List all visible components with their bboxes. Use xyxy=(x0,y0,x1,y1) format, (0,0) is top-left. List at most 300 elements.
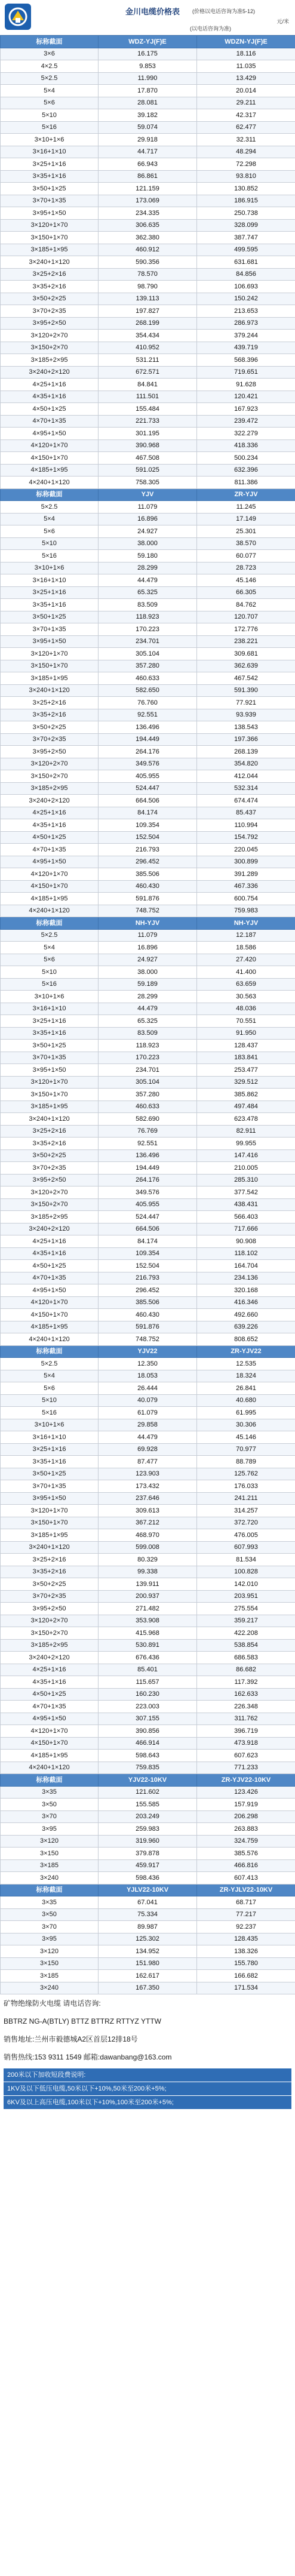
spec-cell: 4×35+1×16 xyxy=(1,1676,99,1689)
table-row xyxy=(1,1933,295,1945)
price-cell-b: 162.633 xyxy=(197,1688,295,1701)
price-cell-a: 28.299 xyxy=(99,991,197,1003)
price-cell-a: 12.350 xyxy=(99,1358,197,1370)
spec-cell: 3×25+1×16 xyxy=(1,158,99,171)
spec-cell: 3×185+2×95 xyxy=(1,782,99,795)
price-cell-a: 121.602 xyxy=(99,1786,197,1799)
spec-cell: 4×185+1×95 xyxy=(1,464,99,477)
spec-cell: 3×35+2×16 xyxy=(1,281,99,293)
price-cell-b: 717.666 xyxy=(197,1223,295,1235)
spec-cell: 3×120 xyxy=(1,1835,99,1848)
table-row xyxy=(1,1370,295,1382)
price-cell-a: 67.041 xyxy=(99,1896,197,1909)
spec-cell: 3×70+2×35 xyxy=(1,733,99,746)
table-row xyxy=(1,831,295,844)
price-cell-b: 719.651 xyxy=(197,366,295,379)
price-cell-b: 92.237 xyxy=(197,1921,295,1933)
price-cell-a: 173.069 xyxy=(99,195,197,207)
table-row xyxy=(1,1908,295,1921)
price-cell-b: 412.044 xyxy=(197,770,295,783)
spec-cell: 4×95+1×50 xyxy=(1,1713,99,1725)
table-row xyxy=(1,1040,295,1052)
table-row xyxy=(1,648,295,660)
price-cell-b: 13.429 xyxy=(197,72,295,85)
table-row xyxy=(1,966,295,979)
table-row xyxy=(1,1529,295,1542)
sales-address: 销售地址:兰州市毅德城A2区首层12排18号 xyxy=(4,2035,138,2043)
spec-cell: 3×95 xyxy=(1,1933,99,1945)
spec-cell: 3×240+1×120 xyxy=(1,256,99,269)
table-row xyxy=(1,733,295,746)
table-row xyxy=(1,379,295,391)
spec-cell: 3×95 xyxy=(1,1823,99,1836)
price-cell-a: 259.983 xyxy=(99,1823,197,1836)
spec-cell: 5×6 xyxy=(1,97,99,109)
price-cell-b: 11.245 xyxy=(197,501,295,514)
spec-cell: 3×10+1×6 xyxy=(1,1419,99,1431)
price-cell-a: 38.000 xyxy=(99,966,197,979)
page-title: 金川电缆价格表 xyxy=(125,7,180,16)
price-cell-b: 62.477 xyxy=(197,121,295,134)
price-cell-b: 86.682 xyxy=(197,1664,295,1676)
spec-cell: 5×2.5 xyxy=(1,929,99,942)
table-row xyxy=(1,782,295,795)
price-cell-a: 109.354 xyxy=(99,1247,197,1260)
spec-cell: 4×240+1×120 xyxy=(1,1762,99,1774)
price-cell-a: 167.350 xyxy=(99,1982,197,1994)
price-cell-b: 142.010 xyxy=(197,1578,295,1591)
table-row xyxy=(1,1296,295,1309)
price-cell-a: 234.701 xyxy=(99,635,197,648)
price-cell-b: 263.883 xyxy=(197,1823,295,1836)
price-cell-a: 59.074 xyxy=(99,121,197,134)
price-cell-b: 759.983 xyxy=(197,905,295,917)
price-cell-b: 250.738 xyxy=(197,207,295,220)
spec-cell: 3×35+1×16 xyxy=(1,170,99,183)
price-cell-b: 600.754 xyxy=(197,893,295,905)
price-cell-b: 130.852 xyxy=(197,183,295,195)
price-cell-a: 139.113 xyxy=(99,293,197,305)
short-length-fee-box xyxy=(4,2068,291,2110)
price-cell-b: 311.762 xyxy=(197,1713,295,1725)
table-row xyxy=(1,709,295,721)
price-cell-a: 17.870 xyxy=(99,85,197,97)
price-cell-a: 305.104 xyxy=(99,648,197,660)
price-cell-a: 301.195 xyxy=(99,428,197,440)
price-cell-b: 99.955 xyxy=(197,1138,295,1150)
table-row xyxy=(1,268,295,281)
spec-cell: 3×150+1×70 xyxy=(1,232,99,244)
table-row xyxy=(1,439,295,452)
price-cell-a: 160.230 xyxy=(99,1688,197,1701)
price-cell-a: 415.968 xyxy=(99,1627,197,1640)
price-cell-a: 18.053 xyxy=(99,1370,197,1382)
spec-cell: 3×6 xyxy=(1,48,99,60)
spec-cell: 3×240+1×120 xyxy=(1,684,99,697)
table-row xyxy=(1,574,295,587)
table-row xyxy=(1,1076,295,1089)
table-row xyxy=(1,1664,295,1676)
price-cell-a: 354.434 xyxy=(99,330,197,342)
table-row xyxy=(1,1211,295,1224)
table-row xyxy=(1,1970,295,1982)
table-row xyxy=(1,562,295,574)
table-row xyxy=(1,1101,295,1113)
price-cell-a: 38.000 xyxy=(99,537,197,550)
table-row xyxy=(1,1823,295,1836)
price-cell-a: 459.917 xyxy=(99,1859,197,1872)
price-cell-a: 598.643 xyxy=(99,1750,197,1762)
price-cell-b: 607.413 xyxy=(197,1872,295,1885)
table-row xyxy=(1,195,295,207)
price-cell-a: 28.299 xyxy=(99,562,197,574)
mineral-cable-models: BBTRZ NG-A(BTLY) BTTZ BTTRZ RTTYZ YTTW xyxy=(4,2017,161,2025)
table-row xyxy=(1,929,295,942)
spec-cell: 4×35+1×16 xyxy=(1,819,99,832)
spec-cell: 3×120+2×70 xyxy=(1,1186,99,1199)
spec-cell: 3×50+1×25 xyxy=(1,1468,99,1480)
model-b-header: NH-YJV xyxy=(197,917,295,930)
price-cell-b: 45.146 xyxy=(197,1431,295,1444)
table-row xyxy=(1,403,295,416)
price-cell-a: 92.551 xyxy=(99,709,197,721)
price-cell-b: 183.841 xyxy=(197,1052,295,1064)
price-cell-a: 29.918 xyxy=(99,134,197,146)
spec-cell: 3×35+2×16 xyxy=(1,1566,99,1578)
price-cell-a: 194.449 xyxy=(99,1162,197,1175)
price-cell-a: 460.430 xyxy=(99,880,197,893)
price-cell-a: 155.484 xyxy=(99,403,197,416)
table-row xyxy=(1,1896,295,1909)
spec-cell: 4×70+1×35 xyxy=(1,415,99,428)
price-cell-b: 771.233 xyxy=(197,1762,295,1774)
price-cell-b: 239.472 xyxy=(197,415,295,428)
price-cell-b: 467.336 xyxy=(197,880,295,893)
price-cell-b: 12.535 xyxy=(197,1358,295,1370)
spec-cell: 3×185 xyxy=(1,1859,99,1872)
spec-cell: 3×50+2×25 xyxy=(1,721,99,734)
model-b-header: ZR-YJLV22-10KV xyxy=(197,1884,295,1896)
price-cell-a: 65.325 xyxy=(99,1015,197,1028)
price-cell-a: 405.955 xyxy=(99,770,197,783)
table-row xyxy=(1,244,295,256)
price-cell-a: 11.079 xyxy=(99,501,197,514)
spec-header: 标称截面 xyxy=(1,36,99,48)
price-cell-b: 91.950 xyxy=(197,1027,295,1040)
spec-cell: 3×16+1×10 xyxy=(1,574,99,587)
table-row xyxy=(1,464,295,477)
spec-cell: 3×150+2×70 xyxy=(1,1627,99,1640)
price-cell-a: 44.717 xyxy=(99,146,197,158)
table-row xyxy=(1,770,295,783)
spec-cell: 3×35+1×16 xyxy=(1,599,99,611)
price-cell-a: 390.968 xyxy=(99,439,197,452)
price-cell-b: 329.512 xyxy=(197,1076,295,1089)
price-cell-a: 194.449 xyxy=(99,733,197,746)
table-row xyxy=(1,134,295,146)
spec-cell: 4×35+1×16 xyxy=(1,391,99,403)
spec-cell: 3×95+2×50 xyxy=(1,1174,99,1186)
table-row xyxy=(1,942,295,954)
price-cell-a: 9.853 xyxy=(99,60,197,73)
spec-cell: 5×6 xyxy=(1,525,99,538)
table-row xyxy=(1,1750,295,1762)
price-cell-a: 80.329 xyxy=(99,1554,197,1566)
price-cell-b: 206.298 xyxy=(197,1810,295,1823)
model-a-header: YJLV22-10KV xyxy=(99,1884,197,1896)
jinchuan-logo-icon xyxy=(4,2,32,31)
table-row xyxy=(1,1260,295,1272)
price-cell-a: 44.479 xyxy=(99,574,197,587)
table-row xyxy=(1,72,295,85)
table-row xyxy=(1,1394,295,1407)
spec-cell: 3×95+2×50 xyxy=(1,746,99,758)
spec-cell: 4×50+1×25 xyxy=(1,1688,99,1701)
spec-header: 标称截面 xyxy=(1,488,99,501)
price-cell-a: 84.841 xyxy=(99,379,197,391)
price-cell-a: 357.280 xyxy=(99,1089,197,1101)
table-row xyxy=(1,1627,295,1640)
table-row xyxy=(1,1113,295,1126)
spec-cell: 4×185+1×95 xyxy=(1,1321,99,1333)
price-cell-b: 17.149 xyxy=(197,513,295,525)
price-cell-b: 674.474 xyxy=(197,795,295,807)
table-row xyxy=(1,1957,295,1970)
price-cell-a: 460.912 xyxy=(99,244,197,256)
spec-cell: 3×240+2×120 xyxy=(1,366,99,379)
table-row xyxy=(1,48,295,60)
spec-cell: 3×120+1×70 xyxy=(1,648,99,660)
price-cell-a: 759.835 xyxy=(99,1762,197,1774)
table-row xyxy=(1,1762,295,1774)
price-cell-a: 748.752 xyxy=(99,905,197,917)
price-cell-b: 176.033 xyxy=(197,1480,295,1493)
table-row xyxy=(1,1468,295,1480)
table-row xyxy=(1,85,295,97)
spec-cell: 3×35+2×16 xyxy=(1,709,99,721)
model-a-header: NH-YJV xyxy=(99,917,197,930)
table-row xyxy=(1,1443,295,1456)
price-cell-a: 758.305 xyxy=(99,477,197,489)
spec-cell: 3×240 xyxy=(1,1872,99,1885)
price-cell-a: 85.401 xyxy=(99,1664,197,1676)
spec-cell: 4×25+1×16 xyxy=(1,379,99,391)
price-cell-a: 590.356 xyxy=(99,256,197,269)
price-cell-a: 296.452 xyxy=(99,856,197,868)
spec-cell: 5×10 xyxy=(1,966,99,979)
price-cell-a: 390.856 xyxy=(99,1725,197,1738)
table-row xyxy=(1,905,295,917)
table-row xyxy=(1,537,295,550)
price-cell-b: 253.477 xyxy=(197,1064,295,1077)
spec-cell: 3×240+1×120 xyxy=(1,1541,99,1554)
table-row xyxy=(1,599,295,611)
price-cell-b: 32.311 xyxy=(197,134,295,146)
table-row xyxy=(1,1810,295,1823)
price-cell-a: 115.657 xyxy=(99,1676,197,1689)
price-cell-b: 639.226 xyxy=(197,1321,295,1333)
spec-cell: 3×95+1×50 xyxy=(1,1492,99,1505)
price-cell-b: 138.543 xyxy=(197,721,295,734)
price-cell-b: 631.681 xyxy=(197,256,295,269)
price-cell-b: 324.759 xyxy=(197,1835,295,1848)
spec-cell: 3×35 xyxy=(1,1896,99,1909)
price-cell-b: 359.217 xyxy=(197,1615,295,1627)
spec-cell: 3×50+1×25 xyxy=(1,611,99,623)
spec-cell: 5×2.5 xyxy=(1,501,99,514)
table-row xyxy=(1,1799,295,1811)
spec-cell: 3×240+2×120 xyxy=(1,1223,99,1235)
page-footer xyxy=(0,1994,295,2110)
price-cell-b: 48.036 xyxy=(197,1003,295,1015)
table-row xyxy=(1,697,295,709)
price-cell-a: 357.280 xyxy=(99,660,197,672)
price-cell-a: 16.175 xyxy=(99,48,197,60)
spec-cell: 3×120+1×70 xyxy=(1,1505,99,1517)
price-cell-b: 110.994 xyxy=(197,819,295,832)
price-cell-a: 16.896 xyxy=(99,942,197,954)
model-b-header: ZR-YJV xyxy=(197,488,295,501)
price-cell-b: 42.317 xyxy=(197,109,295,122)
spec-cell: 3×16+1×10 xyxy=(1,146,99,158)
price-cell-a: 11.990 xyxy=(99,72,197,85)
price-cell-a: 26.444 xyxy=(99,1382,197,1395)
price-cell-b: 226.348 xyxy=(197,1701,295,1713)
price-cell-a: 237.646 xyxy=(99,1492,197,1505)
price-cell-b: 439.719 xyxy=(197,342,295,354)
table-row xyxy=(1,1872,295,1885)
price-cell-a: 221.733 xyxy=(99,415,197,428)
price-cell-b: 416.346 xyxy=(197,1296,295,1309)
spec-cell: 3×10+1×6 xyxy=(1,134,99,146)
spec-cell: 3×150+1×70 xyxy=(1,1517,99,1529)
spec-header: 标称截面 xyxy=(1,1774,99,1787)
table-row xyxy=(1,1186,295,1199)
price-cell-a: 309.613 xyxy=(99,1505,197,1517)
table-row xyxy=(1,1590,295,1603)
spec-cell: 5×4 xyxy=(1,1370,99,1382)
spec-cell: 3×16+1×10 xyxy=(1,1431,99,1444)
price-cell-b: 385.576 xyxy=(197,1848,295,1860)
spec-cell: 4×150+1×70 xyxy=(1,1309,99,1321)
table-row xyxy=(1,1235,295,1248)
spec-cell: 5×6 xyxy=(1,954,99,966)
price-cell-a: 118.923 xyxy=(99,611,197,623)
table-row xyxy=(1,1982,295,1994)
price-cell-a: 28.081 xyxy=(99,97,197,109)
table-row xyxy=(1,1615,295,1627)
spec-cell: 3×35+1×16 xyxy=(1,1027,99,1040)
table-row xyxy=(1,207,295,220)
spec-cell: 3×95+2×50 xyxy=(1,317,99,330)
price-note: (价格以电话咨询为准5-12) xyxy=(192,8,256,14)
price-cell-a: 223.003 xyxy=(99,1701,197,1713)
table-row xyxy=(1,1003,295,1015)
price-cell-a: 672.571 xyxy=(99,366,197,379)
price-cell-b: 155.780 xyxy=(197,1957,295,1970)
spec-cell: 4×150+1×70 xyxy=(1,452,99,465)
table-row xyxy=(1,1517,295,1529)
price-cell-a: 362.380 xyxy=(99,232,197,244)
price-cell-a: 468.970 xyxy=(99,1529,197,1542)
price-cell-b: 466.816 xyxy=(197,1859,295,1872)
section-header-row xyxy=(1,36,295,48)
spec-cell: 3×150+2×70 xyxy=(1,770,99,783)
table-row xyxy=(1,1456,295,1468)
price-cell-a: 44.479 xyxy=(99,1003,197,1015)
table-row xyxy=(1,256,295,269)
price-cell-b: 164.704 xyxy=(197,1260,295,1272)
spec-cell: 3×185+1×95 xyxy=(1,1101,99,1113)
spec-cell: 5×16 xyxy=(1,550,99,562)
price-cell-a: 76.769 xyxy=(99,1125,197,1138)
price-cell-b: 29.211 xyxy=(197,97,295,109)
price-cell-b: 84.856 xyxy=(197,268,295,281)
price-cell-a: 170.223 xyxy=(99,623,197,636)
spec-cell: 5×2.5 xyxy=(1,1358,99,1370)
spec-cell: 4×120+1×70 xyxy=(1,868,99,881)
price-cell-b: 320.168 xyxy=(197,1284,295,1297)
page-header xyxy=(0,0,295,35)
spec-cell: 4×50+1×25 xyxy=(1,1260,99,1272)
price-cell-a: 136.496 xyxy=(99,721,197,734)
price-cell-a: 664.506 xyxy=(99,795,197,807)
price-cell-b: 808.652 xyxy=(197,1333,295,1346)
price-cell-b: 566.403 xyxy=(197,1211,295,1224)
spec-cell: 5×16 xyxy=(1,121,99,134)
price-cell-b: 210.005 xyxy=(197,1162,295,1175)
price-cell-a: 75.334 xyxy=(99,1908,197,1921)
fee-note-high-voltage: 6KV及以上高压电缆,100米以下+10%,100米至200米+5%; xyxy=(4,2096,291,2110)
price-cell-b: 172.776 xyxy=(197,623,295,636)
spec-cell: 3×185+1×95 xyxy=(1,672,99,685)
price-cell-b: 18.324 xyxy=(197,1370,295,1382)
spec-cell: 3×50+2×25 xyxy=(1,1149,99,1162)
spec-cell: 4×240+1×120 xyxy=(1,905,99,917)
price-cell-b: 120.707 xyxy=(197,611,295,623)
table-row xyxy=(1,293,295,305)
price-cell-b: 128.437 xyxy=(197,1040,295,1052)
spec-cell: 3×50+1×25 xyxy=(1,183,99,195)
price-cell-b: 166.682 xyxy=(197,1970,295,1982)
price-cell-b: 77.217 xyxy=(197,1908,295,1921)
price-cell-b: 128.435 xyxy=(197,1933,295,1945)
table-row xyxy=(1,1407,295,1419)
spec-cell: 3×35+1×16 xyxy=(1,1456,99,1468)
spec-cell: 4×50+1×25 xyxy=(1,831,99,844)
price-cell-a: 84.174 xyxy=(99,807,197,819)
section-header-row xyxy=(1,1884,295,1896)
price-cell-a: 200.937 xyxy=(99,1590,197,1603)
price-cell-a: 40.079 xyxy=(99,1394,197,1407)
price-cell-b: 72.298 xyxy=(197,158,295,171)
spec-cell: 3×120+1×70 xyxy=(1,1076,99,1089)
price-cell-b: 568.396 xyxy=(197,354,295,367)
table-row xyxy=(1,1284,295,1297)
price-cell-b: 61.995 xyxy=(197,1407,295,1419)
table-row xyxy=(1,819,295,832)
price-cell-b: 238.221 xyxy=(197,635,295,648)
spec-cell: 3×70+2×35 xyxy=(1,1162,99,1175)
price-cell-b: 28.723 xyxy=(197,562,295,574)
spec-cell: 5×6 xyxy=(1,1382,99,1395)
price-cell-a: 89.987 xyxy=(99,1921,197,1933)
price-cell-b: 138.326 xyxy=(197,1945,295,1958)
table-row xyxy=(1,525,295,538)
price-cell-a: 69.928 xyxy=(99,1443,197,1456)
spec-cell: 5×4 xyxy=(1,85,99,97)
spec-cell: 3×70+2×35 xyxy=(1,1590,99,1603)
